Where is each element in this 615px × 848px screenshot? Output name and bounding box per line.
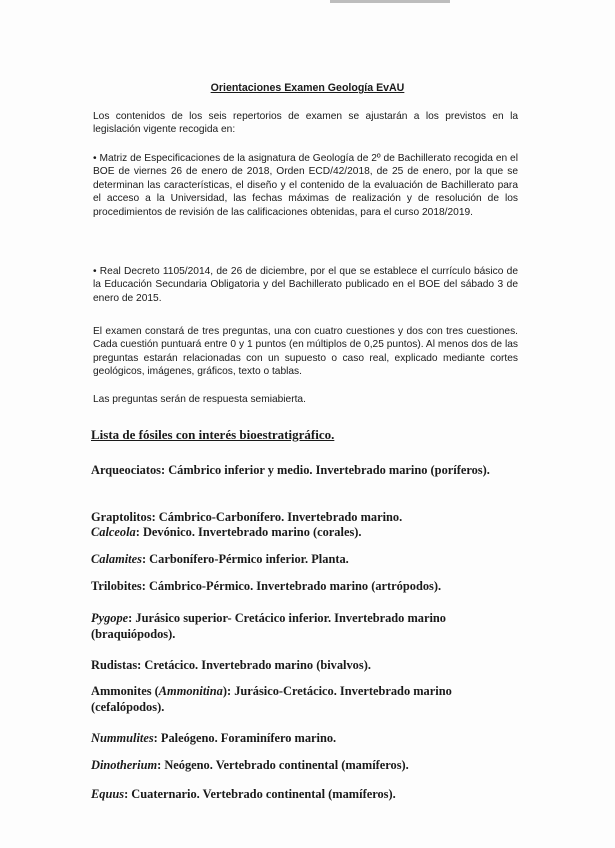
fossil-list-heading: Lista de fósiles con interés bioestratigráfico. xyxy=(91,427,335,442)
fossil-item-equus: Equus: Cuaternario. Vertebrado continental (mamíferos). xyxy=(91,787,396,801)
scan-artifact xyxy=(330,0,450,3)
intro-paragraph: Los contenidos de los seis repertorios de examen se ajustarán a los previstos en la legislación vigente recogida en: xyxy=(93,111,518,136)
fossil-item-calceola: Calceola: Devónico. Invertebrado marino (corales). xyxy=(91,525,362,539)
fossil-item-ammonites: Ammonites (Ammonitina): Jurásico-Cretácico. Invertebrado marino (cefalópodos). xyxy=(91,684,452,714)
fossil-item-dinotherium: Dinotherium: Neógeno. Vertebrado continental (mamíferos). xyxy=(91,758,409,772)
answer-type-note: Las preguntas serán de respuesta semiabierta. xyxy=(93,394,306,405)
fossil-item-arqueociatos: Arqueociatos: Cámbrico inferior y medio. Invertebrado marino (poríferos). xyxy=(91,463,490,477)
legislation-item-2: • Real Decreto 1105/2014, de 26 de diciembre, por el que se establece el currículo básico de la Educación Secundaria Obligatoria y del Bachillerato publicado en el BOE del sábado 3 de enero de 2015. xyxy=(93,266,518,304)
fossil-item-calamites: Calamites: Carbonífero-Pérmico inferior. Planta. xyxy=(91,552,349,566)
fossil-item-nummulites: Nummulites: Paleógeno. Foraminífero marino. xyxy=(91,731,337,745)
fossil-item-rudistas: Rudistas: Cretácico. Invertebrado marino (bivalvos). xyxy=(91,658,371,672)
exam-description-paragraph: El examen constará de tres preguntas, una con cuatro cuestiones y dos con tres cuestiones. Cada cuestión puntuará entre 0 y 1 puntos (en múltiplos de 0,25 puntos). Al menos dos de las preguntas estarán relacionadas con un supuesto o caso real, explicado mediante cortes geológicos, imágenes, gráficos, texto o tablas. xyxy=(93,326,518,378)
legislation-item-1: • Matriz de Especificaciones de la asignatura de Geología de 2º de Bachillerato recogida en el BOE de viernes 26 de enero de 2018, Orden ECD/42/2018, de 25 de enero, por la que se determinan las características, el diseño y el contenido de la evaluación de Bachillerato para el acceso a la Universidad, las fechas máximas de realización y de resolución de los procedimientos de revisión de las calificaciones obtenidas, para el curso 2018/2019. xyxy=(93,153,518,218)
document-title: Orientaciones Examen Geología EvAU xyxy=(210,82,405,94)
fossil-item-pygope: Pygope: Jurásico superior- Cretácico inferior. Invertebrado marino (braquiópodos). xyxy=(91,611,447,641)
fossil-item-graptolitos: Graptolitos: Cámbrico-Carbonífero. Invertebrado marino. xyxy=(91,510,403,524)
fossil-item-trilobites: Trilobites: Cámbrico-Pérmico. Invertebrado marino (artrópodos). xyxy=(91,579,442,593)
